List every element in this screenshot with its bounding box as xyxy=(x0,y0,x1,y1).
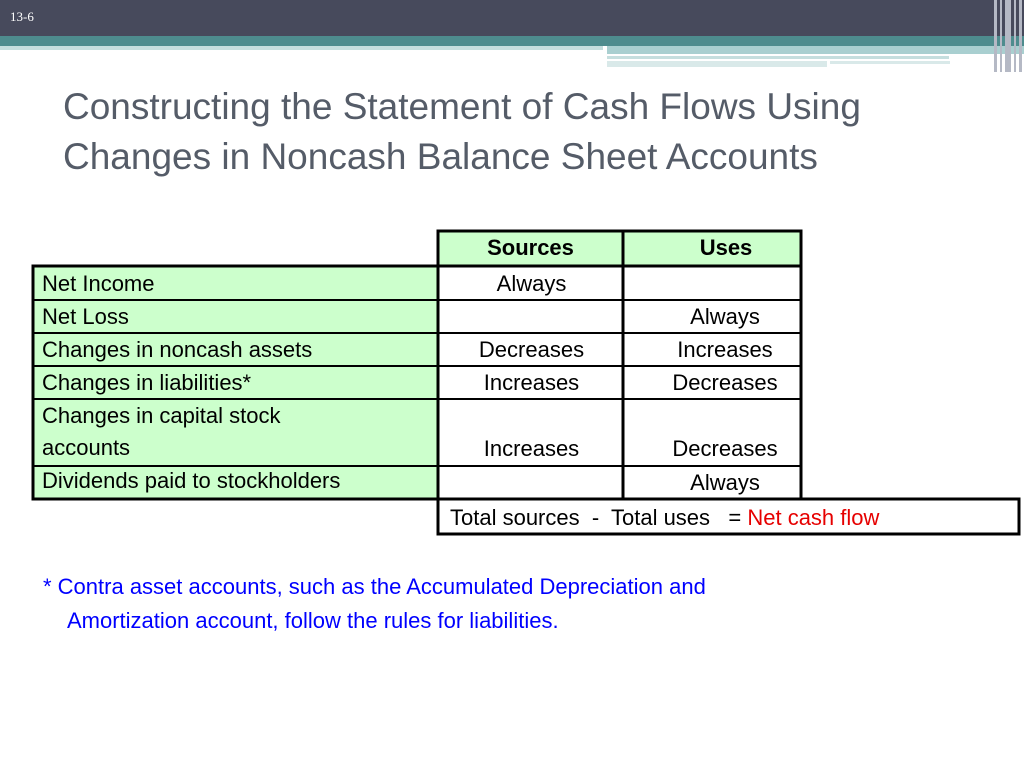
row-label-capital-stock xyxy=(36,400,436,464)
header-uses: Uses xyxy=(699,235,753,260)
row-label-liabilities: Changes in liabilities* xyxy=(42,370,252,395)
slide-number: 13-6 xyxy=(10,9,34,24)
row-label-line-2: accounts xyxy=(42,435,131,460)
uses-cell: Decreases xyxy=(672,370,778,395)
net-cash-flow-label: Net cash flow xyxy=(747,505,880,530)
row-label-net-income: Net Income xyxy=(42,271,155,296)
uses-cell: Always xyxy=(690,304,760,329)
uses-cell: Always xyxy=(690,470,760,495)
sources-cell: Increases xyxy=(483,436,580,461)
sources-cell: Decreases xyxy=(478,337,585,362)
row-label-line-1: Changes in capital stock xyxy=(42,403,281,428)
footnote xyxy=(43,570,943,638)
header-sources: Sources xyxy=(487,235,574,260)
row-label-dividends: Dividends paid to stockholders xyxy=(42,468,341,493)
total-formula: Total sources - Total uses = xyxy=(450,505,748,530)
row-label-net-loss: Net Loss xyxy=(42,304,129,329)
sources-cell: Increases xyxy=(483,370,580,395)
footnote-line-2: Amortization account, follow the rules for liabilities. xyxy=(67,608,559,633)
title-line-2: Changes in Noncash Balance Sheet Accounts xyxy=(63,136,818,177)
uses-cell: Increases xyxy=(677,337,773,362)
row-label-noncash-assets: Changes in noncash assets xyxy=(42,337,313,362)
footnote-line-1: * Contra asset accounts, such as the Accumulated Depreciation and xyxy=(43,574,706,599)
uses-cell: Decreases xyxy=(672,436,778,461)
title-line-1: Constructing the Statement of Cash Flows Using xyxy=(63,86,861,127)
sources-cell: Always xyxy=(496,271,567,296)
total-row xyxy=(450,502,1016,534)
